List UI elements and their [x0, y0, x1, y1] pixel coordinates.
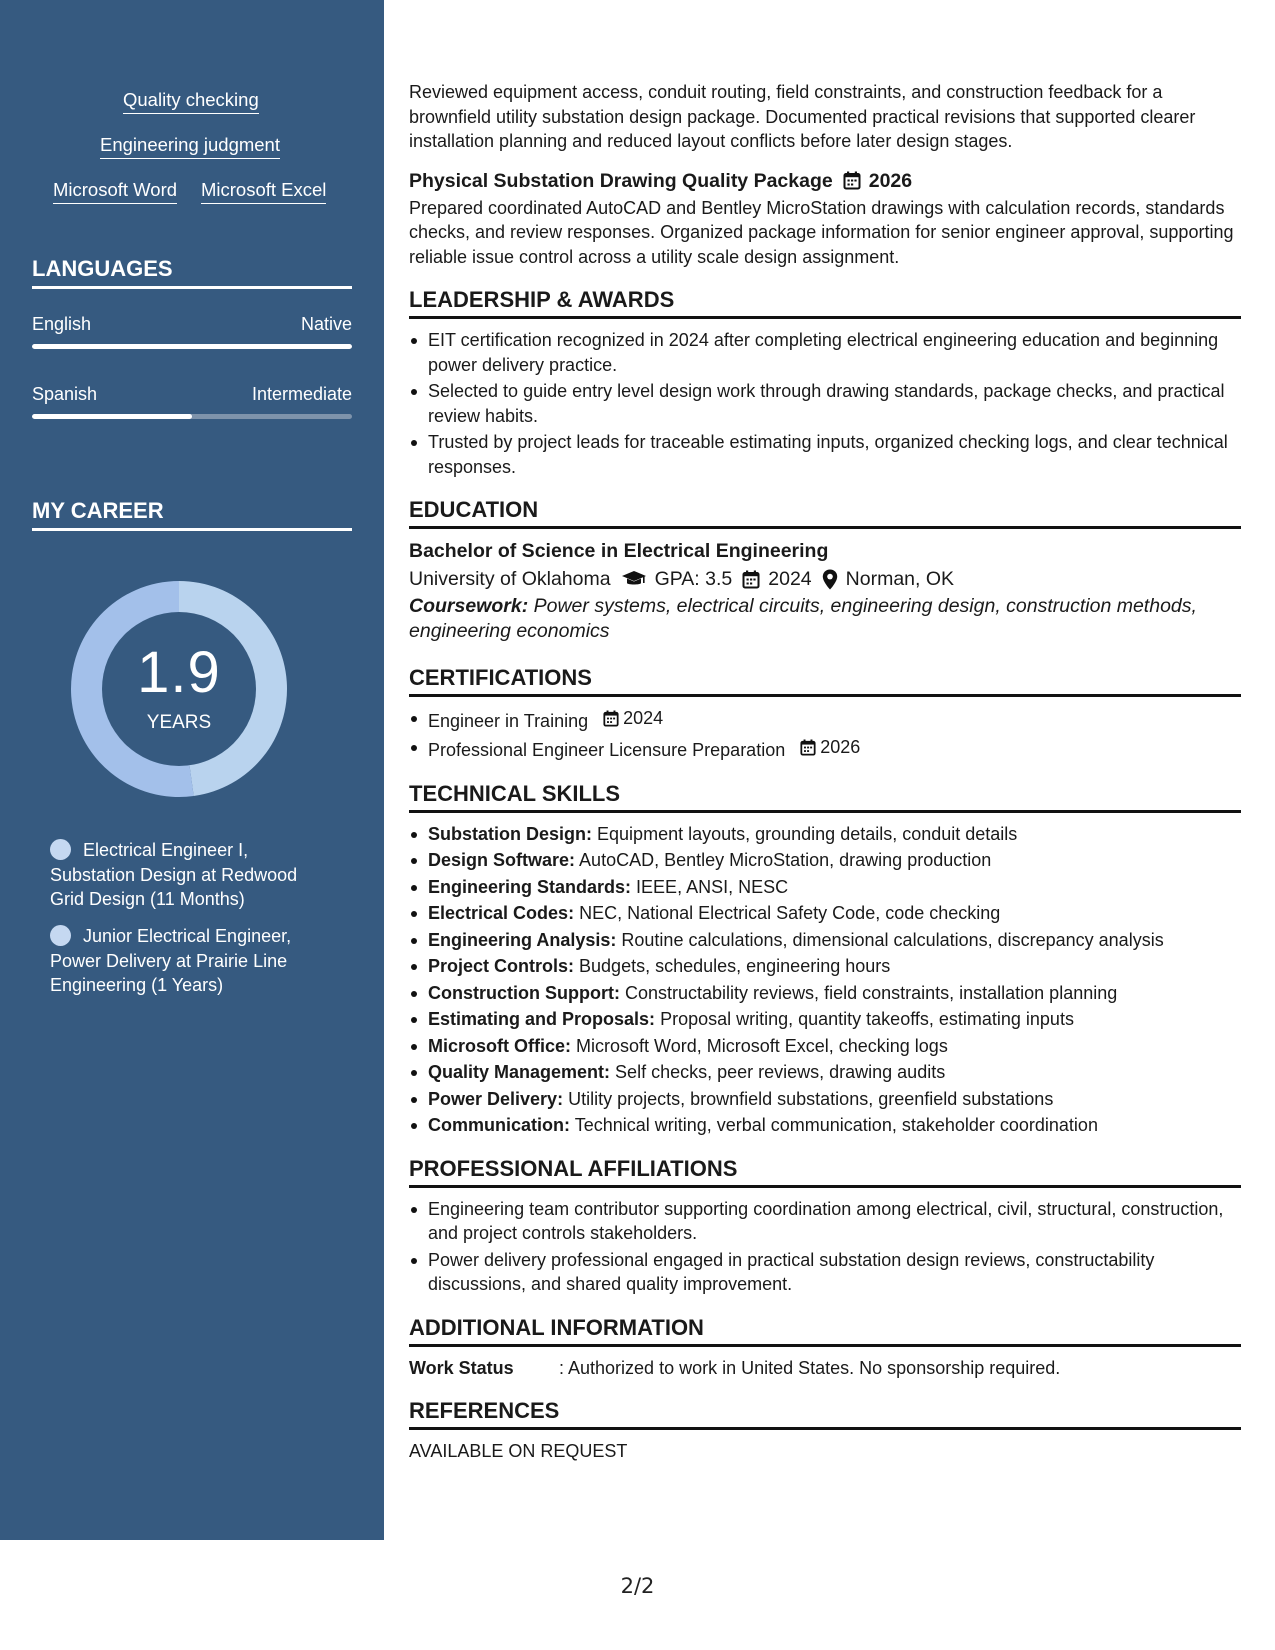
references-text: AVAILABLE ON REQUEST — [409, 1441, 628, 1461]
skill-text: NEC, National Electrical Safety Code, code checking — [579, 903, 1001, 923]
language-bar-fill — [32, 344, 352, 349]
list-item — [409, 822, 1241, 847]
skill-label: Estimating and Proposals: — [428, 1009, 656, 1029]
list-item: Power delivery professional engaged in practical substation design reviews, constructability discussions, and shared quality improvement. — [409, 1248, 1241, 1297]
sidebar — [0, 0, 384, 1540]
certification-date — [800, 735, 860, 760]
career-years-value: 1.9 — [137, 640, 221, 705]
coursework-text: Power systems, electrical circuits, engineering design, construction methods, engineering economics — [409, 595, 1197, 642]
school-location: Norman, OK — [845, 568, 955, 590]
affiliations-list — [409, 1197, 1241, 1297]
list-item — [409, 706, 1241, 733]
list-item — [409, 1113, 1241, 1138]
skill-text: Budgets, schedules, engineering hours — [579, 956, 891, 976]
list-item — [409, 954, 1241, 979]
certification-name: Engineer in Training — [428, 710, 589, 731]
language-name: English — [32, 314, 92, 334]
page-number: 2/2 — [620, 1574, 655, 1598]
calendar-icon — [742, 570, 760, 589]
certification-name: Professional Engineer Licensure Preparation — [428, 740, 786, 760]
skill-label: Quality Management: — [428, 1062, 611, 1082]
work-status-value: : Authorized to work in United States. No sponsorship required. — [559, 1357, 1061, 1378]
list-item — [409, 1007, 1241, 1032]
language-row — [32, 314, 352, 335]
section-heading-leadership: LEADERSHIP & AWARDS — [409, 286, 1241, 319]
career-years-unit: YEARS — [146, 712, 212, 733]
list-item — [409, 901, 1241, 926]
skill-label: Microsoft Office: — [428, 1035, 572, 1056]
bullet-dot-icon — [50, 839, 71, 860]
career-heading: MY CAREER — [32, 498, 352, 531]
location-pin-icon — [822, 569, 838, 590]
list-item — [409, 1034, 1241, 1059]
list-item: Selected to guide entry level design work through drawing standards, package checks, and practical review habits. — [409, 379, 1241, 428]
main-content — [409, 80, 1241, 1464]
language-level: Intermediate — [251, 384, 352, 404]
section-heading-affiliations: PROFESSIONAL AFFILIATIONS — [409, 1155, 1241, 1188]
school-name: University of Oklahoma — [409, 568, 611, 590]
skill-label: Design Software: — [428, 850, 576, 870]
calendar-icon — [603, 710, 619, 727]
certification-year: 2026 — [820, 737, 861, 758]
skill-tag: Microsoft Excel — [201, 179, 326, 204]
project-title-row — [409, 168, 1241, 194]
language-row — [32, 384, 352, 405]
skill-text: Routine calculations, dimensional calculations, discrepancy analysis — [621, 929, 1164, 950]
calendar-icon — [843, 171, 861, 190]
leadership-list — [409, 328, 1241, 479]
skill-label: Power Delivery: — [428, 1088, 564, 1109]
language-bar — [32, 414, 352, 419]
section-heading-technical-skills: TECHNICAL SKILLS — [409, 780, 1241, 813]
list-item: EIT certification recognized in 2024 after completing electrical engineering education and beginning power delivery practice. — [409, 328, 1241, 377]
skill-label: Electrical Codes: — [428, 903, 575, 923]
list-item — [409, 875, 1241, 900]
language-name: Spanish — [32, 384, 98, 404]
project-description: Prepared coordinated AutoCAD and Bentley MicroStation drawings with calculation records, standards checks, and review responses. Organized package information for senior engineer approval, supporting reliable issue control across a utility scale design assignment. — [409, 197, 1234, 267]
skill-text: Proposal writing, quantity takeoffs, estimating inputs — [660, 1009, 1074, 1029]
list-item: Engineering team contributor supporting coordination among electrical, civil, structural, construction, and project controls stakeholders. — [409, 1197, 1241, 1246]
section-heading-references: REFERENCES — [409, 1397, 1241, 1430]
skill-label: Project Controls: — [428, 956, 575, 976]
career-item — [50, 838, 320, 912]
calendar-icon — [800, 739, 816, 756]
skill-label: Engineering Standards: — [428, 876, 632, 897]
degree-title: Bachelor of Science in Electrical Engineering — [409, 540, 829, 562]
list-item — [409, 1060, 1241, 1085]
section-heading-additional-info: ADDITIONAL INFORMATION — [409, 1314, 1241, 1347]
career-item — [50, 924, 320, 998]
work-status-row — [409, 1356, 1241, 1381]
list-item — [409, 848, 1241, 873]
project-year: 2026 — [868, 169, 913, 192]
certification-list — [409, 706, 1241, 763]
coursework-label: Coursework: — [409, 595, 529, 617]
skill-text: Utility projects, brownfield substations, greenfield substations — [568, 1088, 1054, 1109]
list-item: Trusted by project leads for traceable estimating inputs, organized checking logs, and clear technical responses. — [409, 430, 1241, 479]
skill-text: Self checks, peer reviews, drawing audits — [615, 1062, 946, 1082]
certification-year: 2024 — [623, 708, 664, 728]
career-item-text: Electrical Engineer I, Substation Design at Redwood Grid Design (11 Months) — [50, 840, 298, 909]
certification-date — [603, 706, 663, 731]
skill-text: IEEE, ANSI, NESC — [636, 876, 789, 897]
skill-text: Microsoft Word, Microsoft Excel, checking logs — [576, 1035, 948, 1056]
skill-label: Engineering Analysis: — [428, 929, 617, 950]
gpa: GPA: 3.5 — [654, 568, 733, 590]
skill-text: Constructability reviews, field constraints, installation planning — [625, 982, 1118, 1003]
bullet-dot-icon — [50, 925, 71, 946]
skill-text: Technical writing, verbal communication, stakeholder coordination — [574, 1115, 1098, 1135]
section-heading-education: EDUCATION — [409, 496, 1241, 529]
language-level: Native — [300, 314, 352, 334]
project-date — [843, 168, 912, 194]
list-item — [409, 735, 1241, 762]
skill-tag: Microsoft Word — [53, 179, 177, 204]
career-donut-center — [66, 576, 292, 802]
list-item — [409, 981, 1241, 1006]
project-description: Reviewed equipment access, conduit routing, field constraints, and construction feedback for a brownfield utility substation design package. Documented practical revisions that supported clearer installation planning and reduced layout conflicts before later design stages. — [409, 82, 1196, 151]
section-heading-certifications: CERTIFICATIONS — [409, 664, 1241, 697]
language-bar-fill — [32, 414, 192, 419]
skill-label: Substation Design: — [428, 823, 593, 844]
education-details — [409, 564, 1241, 594]
graduation-year: 2024 — [768, 568, 812, 590]
work-status-label: Work Status — [409, 1357, 514, 1378]
skill-text: Equipment layouts, grounding details, conduit details — [597, 823, 1018, 844]
skill-tag: Quality checking — [123, 89, 259, 114]
skill-text: AutoCAD, Bentley MicroStation, drawing production — [579, 850, 992, 870]
skill-label: Construction Support: — [428, 982, 620, 1003]
skill-label: Communication: — [428, 1115, 570, 1135]
career-item-text: Junior Electrical Engineer, Power Delivery at Prairie Line Engineering (1 Years) — [50, 926, 292, 995]
coursework — [409, 594, 1241, 643]
technical-skills-list — [409, 822, 1241, 1138]
languages-heading: LANGUAGES — [32, 256, 352, 289]
language-bar — [32, 344, 352, 349]
list-item — [409, 1087, 1241, 1112]
skill-tag: Engineering judgment — [100, 134, 280, 159]
list-item — [409, 928, 1241, 953]
graduation-cap-icon — [621, 570, 647, 588]
project-title: Physical Substation Drawing Quality Package — [409, 169, 833, 192]
